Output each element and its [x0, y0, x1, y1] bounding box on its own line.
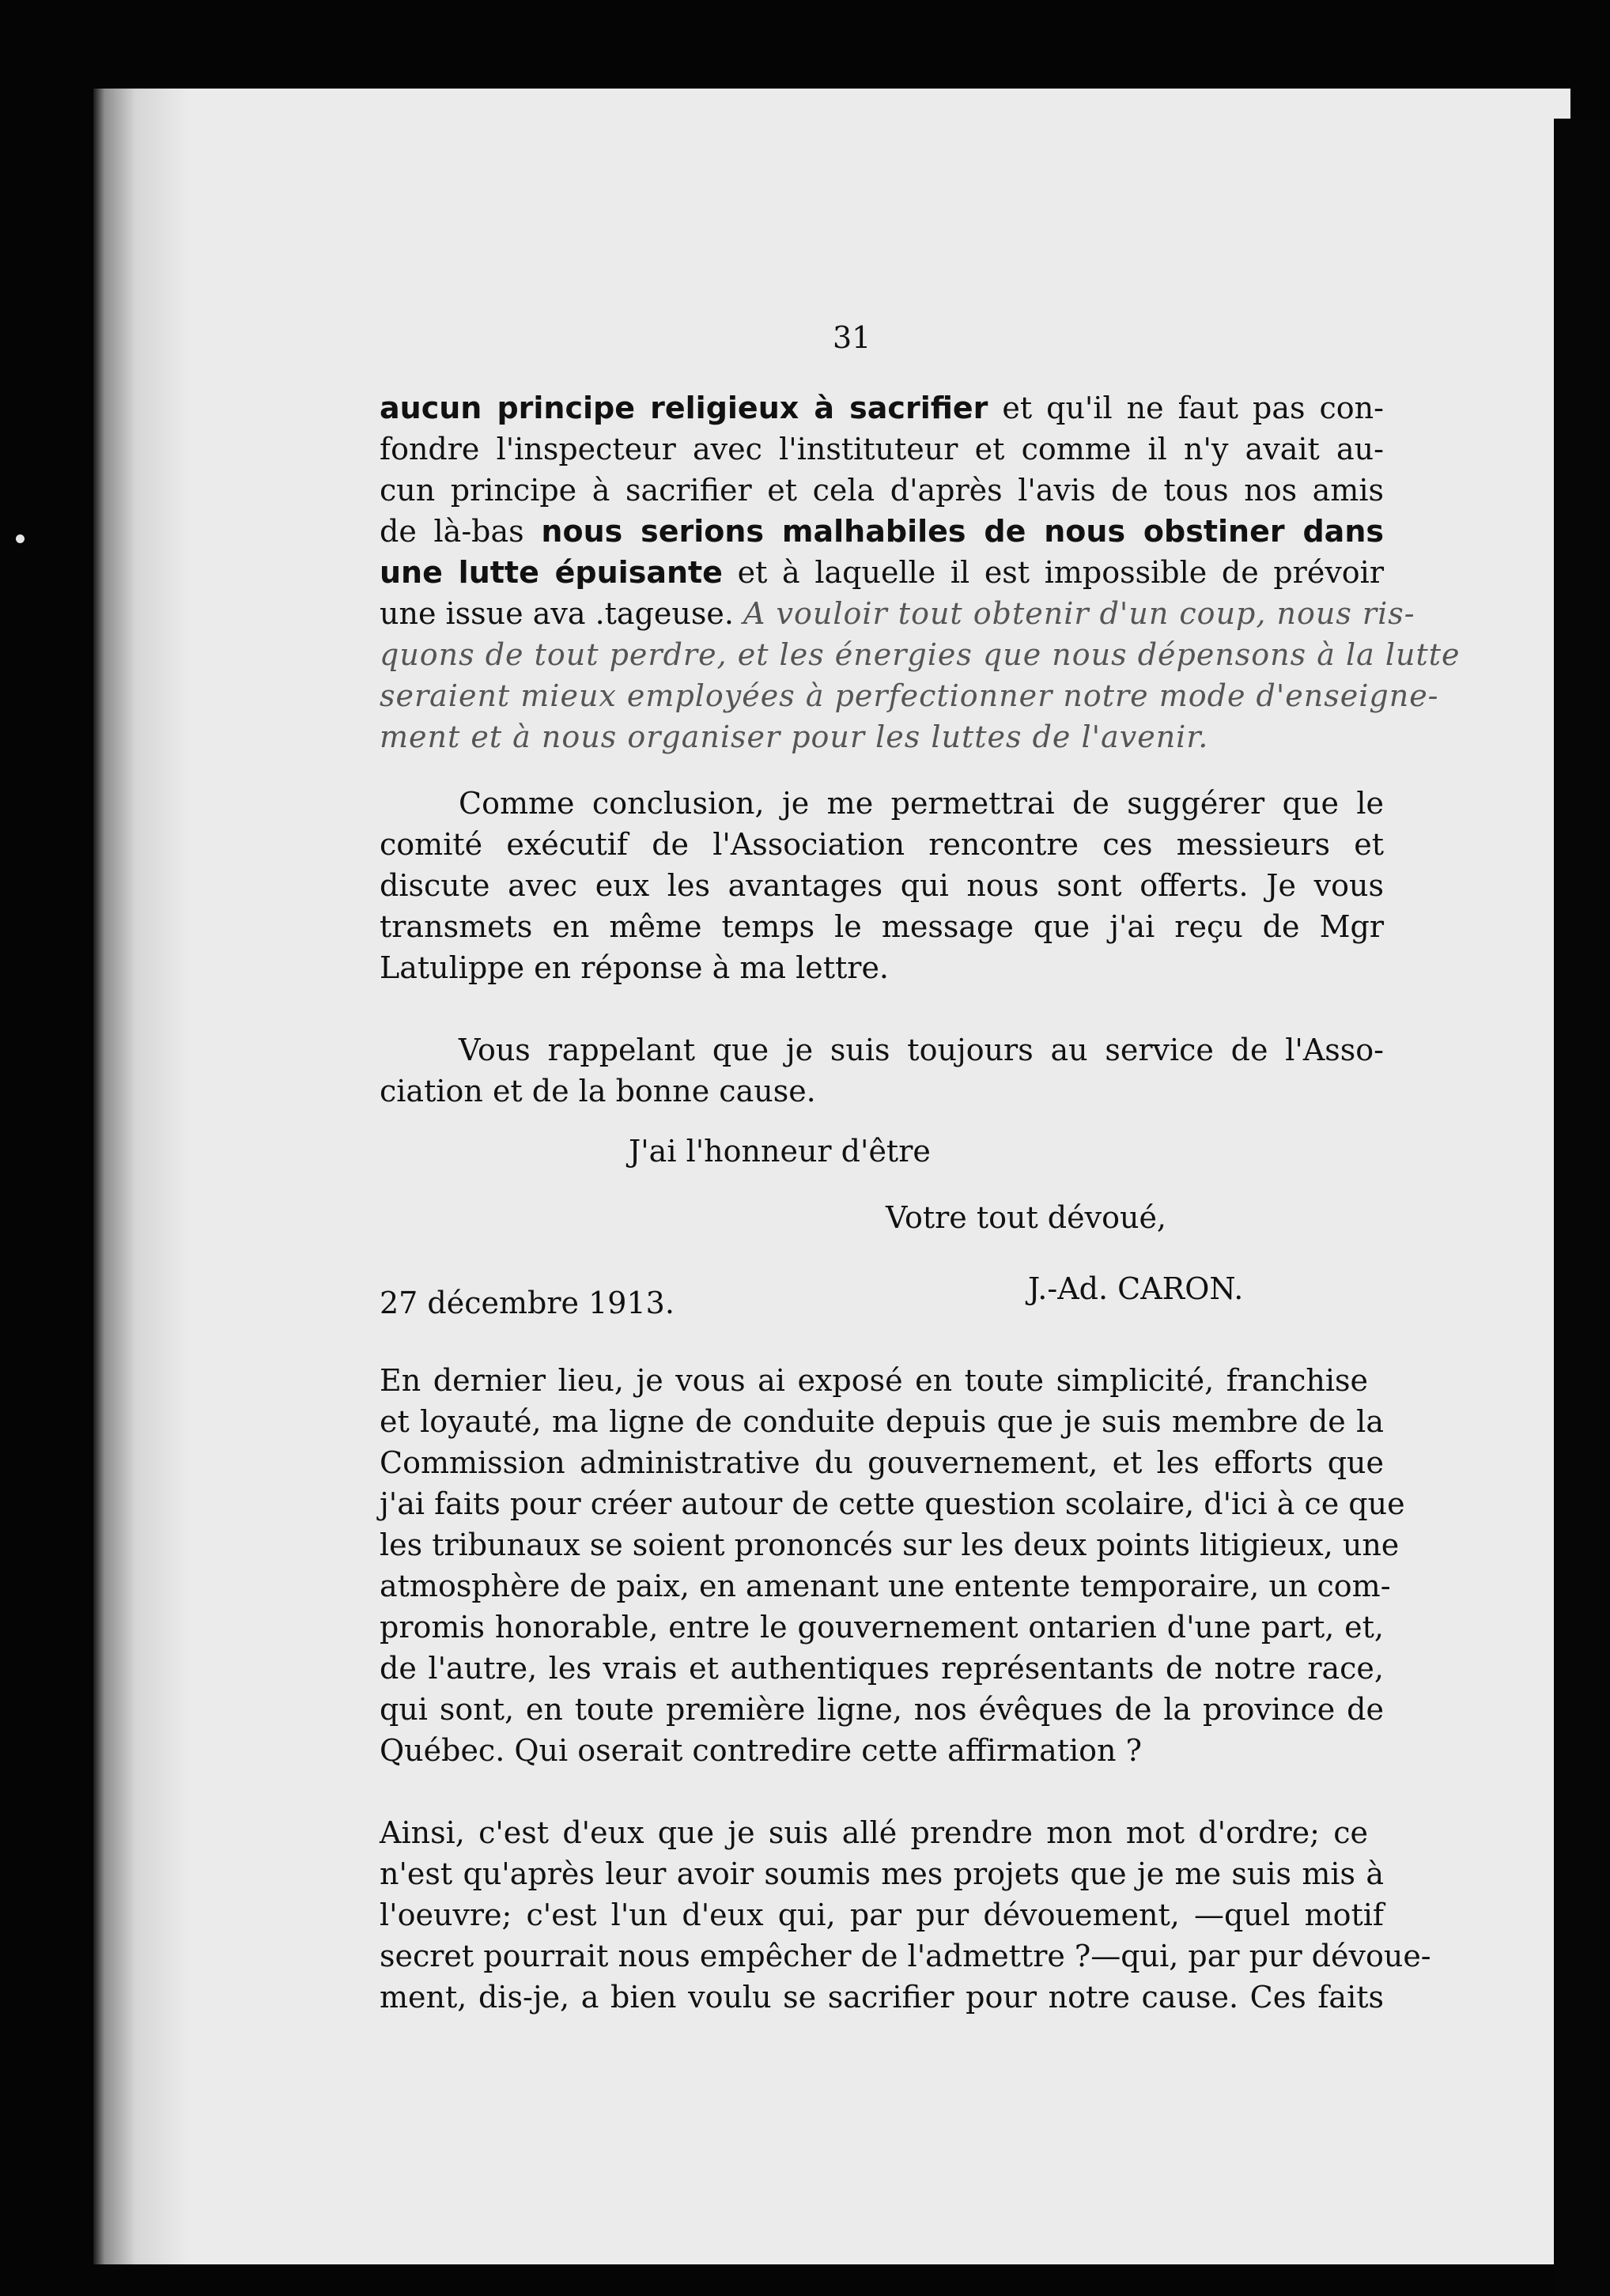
- p1-line-6: [380, 593, 1415, 634]
- p4-line-7: promis honorable, entre le gouvernement ontarien d'une part, et,: [380, 1610, 1384, 1645]
- p5-line-3: l'oeuvre; c'est l'un d'eux qui, par pur dévouement, —quel motif: [380, 1898, 1384, 1932]
- p2-line-1: Comme conclusion, je me permettrai de suggérer que le: [459, 786, 1384, 821]
- p2-line-4: transmets en même temps le message que j'ai reçu de Mgr: [380, 909, 1384, 944]
- scan-artifact-dot: [16, 534, 25, 543]
- bold-phrase: une lutte épuisante: [380, 555, 723, 590]
- closing-honneur: J'ai l'honneur d'être: [629, 1134, 931, 1169]
- p1-line-5: [380, 552, 1384, 593]
- letter-date: 27 décembre 1913.: [380, 1286, 675, 1320]
- p5-line-1: Ainsi, c'est d'eux que je suis allé prendre mon mot d'ordre; ce: [380, 1815, 1368, 1850]
- p1-line-4: [380, 511, 1384, 552]
- p4-line-3: Commission administrative du gouvernement, et les efforts que: [380, 1445, 1384, 1480]
- p3-line-1: Vous rappelant que je suis toujours au service de l'Asso-: [459, 1033, 1384, 1067]
- page-number: 31: [833, 320, 871, 355]
- p2-line-2: comité exécutif de l'Association rencontre ces messieurs et: [380, 827, 1384, 862]
- text-run: et à laquelle il est impossible de prévoir: [737, 555, 1384, 590]
- p1-line-7: quons de tout perdre, et les énergies que nous dépensons à la lutte: [380, 637, 1461, 672]
- closing-devoue: Votre tout dévoué,: [886, 1200, 1167, 1235]
- scan-border: [1554, 119, 1610, 2296]
- italic-phrase: A vouloir tout obtenir d'un coup, nous ris-: [743, 596, 1415, 631]
- bold-phrase: aucun principe religieux à sacrifier: [380, 391, 988, 425]
- p4-line-6: atmosphère de paix, en amenant une entente temporaire, un com-: [380, 1569, 1391, 1603]
- bold-phrase: nous serions malhabiles de nous obstiner dans: [541, 514, 1384, 549]
- text-run: et qu'il ne faut pas con-: [1002, 391, 1384, 425]
- p3-line-2: ciation et de la bonne cause.: [380, 1074, 816, 1108]
- p5-line-2: n'est qu'après leur avoir soumis mes projets que je me suis mis à: [380, 1856, 1384, 1891]
- p1-line-2: fondre l'inspecteur avec l'instituteur et comme il n'y avait au-: [380, 432, 1384, 466]
- text-run: de là-bas: [380, 514, 524, 549]
- p1-line-8: seraient mieux employées à perfectionner notre mode d'enseigne-: [380, 678, 1439, 713]
- p2-line-5: Latulippe en réponse à ma lettre.: [380, 950, 890, 985]
- p4-line-5: les tribunaux se soient prononcés sur les deux points litigieux, une: [380, 1528, 1400, 1562]
- page-spine-shadow: [93, 89, 188, 2264]
- p1-line-1: [380, 387, 1384, 429]
- signature: J.-Ad. CARON.: [1028, 1271, 1244, 1306]
- p4-line-2: et loyauté, ma ligne de conduite depuis que je suis membre de la: [380, 1404, 1384, 1439]
- p4-line-8: de l'autre, les vrais et authentiques représentants de notre race,: [380, 1651, 1384, 1686]
- p2-line-3: discute avec eux les avantages qui nous sont offerts. Je vous: [380, 868, 1384, 903]
- p1-line-3: cun principe à sacrifier et cela d'après l'avis de tous nos amis: [380, 473, 1384, 508]
- p4-line-4: j'ai faits pour créer autour de cette question scolaire, d'ici à ce que: [380, 1486, 1405, 1521]
- p4-line-1: En dernier lieu, je vous ai exposé en toute simplicité, franchise: [380, 1363, 1368, 1398]
- p1-line-9: ment et à nous organiser pour les luttes de l'avenir.: [380, 719, 1209, 754]
- p4-line-9: qui sont, en toute première ligne, nos évêques de la province de: [380, 1692, 1384, 1727]
- text-run: une issue ava .tageuse.: [380, 596, 734, 631]
- p5-line-5: ment, dis-je, a bien voulu se sacrifier pour notre cause. Ces faits: [380, 1980, 1384, 2015]
- p4-line-10: Québec. Qui oserait contredire cette affirmation ?: [380, 1733, 1142, 1768]
- p5-line-4: secret pourrait nous empêcher de l'admettre ?—qui, par pur dévoue-: [380, 1939, 1431, 1973]
